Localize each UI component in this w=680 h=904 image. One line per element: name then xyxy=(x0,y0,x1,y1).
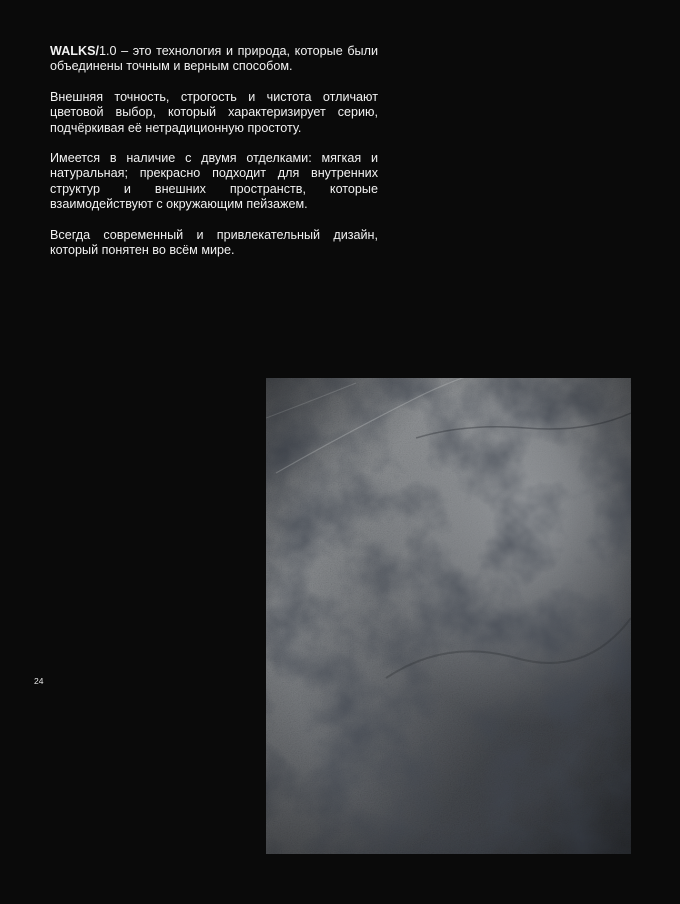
stone-texture-photo xyxy=(266,378,631,854)
stone-texture-image xyxy=(266,378,631,854)
paragraph-precision: Внешняя точность, строгость и чистота отличают цветовой выбор, который характеризирует серию, подчёркивая её нетрадиционную простоту. xyxy=(50,89,378,135)
paragraph-design: Всегда современный и привлекательный дизайн, который понятен во всём мире. xyxy=(50,227,378,258)
intro-paragraph xyxy=(50,44,378,75)
brand-name: WALKS/ xyxy=(50,44,99,58)
intro-text: 1.0 – это технология и природа, которые были объединены точным и верным способом. xyxy=(50,44,378,74)
paragraph-finishes: Имеется в наличие с двумя отделками: мягкая и натуральная; прекрасно подходит для внутренних структур и внешних пространств, которые взаимодействуют с окружающим пейзажем. xyxy=(50,151,378,212)
page-number: 24 xyxy=(34,676,44,686)
body-text xyxy=(50,44,378,273)
